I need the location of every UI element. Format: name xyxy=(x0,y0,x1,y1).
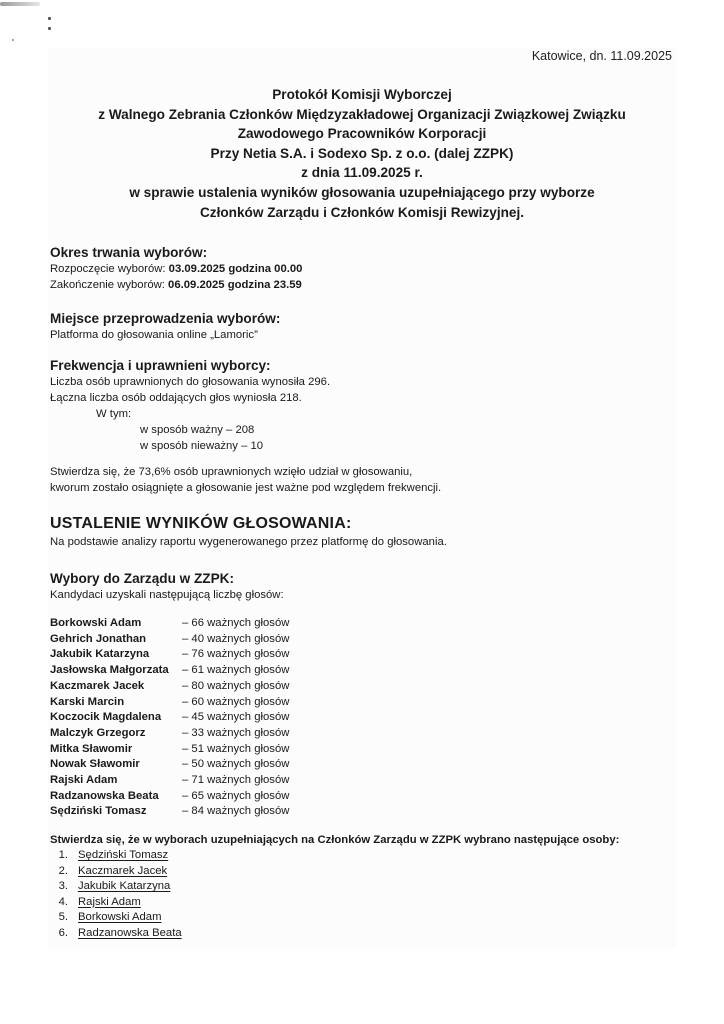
candidate-name: Gehrich Jonathan xyxy=(50,632,147,645)
period-section xyxy=(50,244,670,293)
candidate-row xyxy=(50,616,670,632)
document-title xyxy=(40,85,684,222)
candidate-row xyxy=(50,726,670,742)
title-line: w sprawie ustalenia wyników głosowania uzupełniającego przy wyborze xyxy=(129,184,595,200)
elected-section xyxy=(50,832,670,941)
title-line: Członków Zarządu i Członków Komisji Rewizyjnej. xyxy=(199,204,525,220)
including-label: W tym: xyxy=(96,408,132,420)
elected-name: Jakubik Katarzyna xyxy=(78,880,171,892)
candidate-votes: – 80 ważnych głosów xyxy=(182,679,290,692)
candidate-name: Malczyk Grzegorz xyxy=(50,726,146,739)
scan-artifact xyxy=(12,39,14,41)
candidate-votes: – 61 ważnych głosów xyxy=(182,664,290,677)
candidate-name: Jasłowska Małgorzata xyxy=(50,664,169,677)
candidate-row xyxy=(50,789,670,805)
scan-artifact xyxy=(48,17,51,20)
candidate-name: Karski Marcin xyxy=(50,695,125,708)
elected-item xyxy=(50,864,670,880)
period-start xyxy=(50,261,670,277)
place-heading: Miejsce przeprowadzenia wyborów: xyxy=(50,311,281,326)
candidate-row xyxy=(50,804,670,820)
eligible-count: Liczba osób uprawnionych do głosowania wynosiła 296. xyxy=(50,376,331,388)
candidate-name: Jakubik Katarzyna xyxy=(50,648,150,661)
period-heading: Okres trwania wyborów: xyxy=(50,245,208,260)
results-heading: USTALENIE WYNIKÓW GŁOSOWANIA: xyxy=(50,515,352,532)
elected-name: Borkowski Adam xyxy=(78,911,162,923)
title-line: Zawodowego Pracowników Korporacji xyxy=(237,126,487,142)
candidate-name: Borkowski Adam xyxy=(50,617,142,629)
elected-heading: Stwierdza się, że w wyborach uzupełniających na Członków Zarządu w ZZPK wybrano następujące osoby: xyxy=(50,834,620,846)
candidate-row xyxy=(50,632,670,648)
candidate-row xyxy=(50,663,670,679)
place-date: Katowice, dn. 11.09.2025 xyxy=(531,49,672,63)
candidate-votes: – 71 ważnych głosów xyxy=(182,774,290,787)
turnout-statement-1: Stwierdza się, że 73,6% osób uprawnionych wzięło udział w głosowaniu, xyxy=(50,466,413,478)
elected-item xyxy=(50,926,670,942)
period-start-value: 03.09.2025 godzina 00.00 xyxy=(168,263,303,275)
candidate-row xyxy=(50,710,670,726)
board-section xyxy=(50,570,670,820)
title-line: Przy Netia S.A. i Sodexo Sp. z o.o. (dalej ZZPK) xyxy=(210,145,514,161)
voted-count: Łączna liczba osób oddających głos wyniosła 218. xyxy=(50,392,302,404)
candidate-row xyxy=(50,757,670,773)
candidate-votes: – 40 ważnych głosów xyxy=(182,632,290,645)
candidate-name: Radzanowska Beata xyxy=(50,789,159,802)
scan-artifact xyxy=(48,27,51,30)
period-start-label: Rozpoczęcie wyborów: xyxy=(50,263,169,275)
elected-name: Sędziński Tomasz xyxy=(78,849,169,861)
candidate-votes: – 76 ważnych głosów xyxy=(182,648,290,661)
elected-number: 2. xyxy=(58,864,68,877)
candidate-votes: – 65 ważnych głosów xyxy=(182,789,290,802)
board-intro: Kandydaci uzyskali następującą liczbę głosów: xyxy=(50,589,284,601)
candidate-name: Kaczmarek Jacek xyxy=(50,679,145,692)
turnout-statement-2: kworum zostało osiągnięte a głosowanie jest ważne pod względem frekwencji. xyxy=(50,482,442,494)
candidate-votes: – 66 ważnych głosów xyxy=(182,617,290,629)
elected-number: 4. xyxy=(58,895,68,908)
scan-artifact xyxy=(0,2,40,6)
candidate-votes: – 84 ważnych głosów xyxy=(182,805,290,818)
candidate-list xyxy=(50,616,670,820)
candidate-votes: – 45 ważnych głosów xyxy=(182,711,290,724)
turnout-section xyxy=(50,357,670,496)
candidate-votes: – 33 ważnych głosów xyxy=(182,726,290,739)
invalid-votes: w sposób nieważny – 10 xyxy=(140,440,264,452)
elected-item xyxy=(50,895,670,911)
results-section xyxy=(50,514,670,550)
elected-number: 1. xyxy=(58,849,68,861)
candidate-votes: – 50 ważnych głosów xyxy=(182,758,290,771)
candidate-name: Nowak Sławomir xyxy=(50,758,140,771)
results-basis: Na podstawie analizy raportu wygenerowanego przez platformę do głosowania. xyxy=(50,536,447,548)
elected-number: 6. xyxy=(58,926,68,939)
candidate-name: Sędziński Tomasz xyxy=(50,805,147,818)
elected-name: Radzanowska Beata xyxy=(78,926,182,939)
elected-number: 3. xyxy=(58,880,68,892)
candidate-row xyxy=(50,647,670,663)
candidate-row xyxy=(50,773,670,789)
board-heading: Wybory do Zarządu w ZZPK: xyxy=(50,571,235,586)
period-end-label: Zakończenie wyborów: xyxy=(50,279,169,291)
title-line: Protokół Komisji Wyborczej xyxy=(272,87,452,102)
period-end xyxy=(50,277,670,293)
title-line: z Walnego Zebrania Członków Międzyzakładowej Organizacji Związkowej Związku xyxy=(98,106,626,122)
elected-item xyxy=(50,879,670,895)
elected-name: Kaczmarek Jacek xyxy=(78,864,168,877)
candidate-row xyxy=(50,742,670,758)
elected-list xyxy=(50,848,670,941)
candidate-votes: – 60 ważnych głosów xyxy=(182,695,290,708)
candidate-name: Mitka Sławomir xyxy=(50,742,133,755)
title-line: z dnia 11.09.2025 r. xyxy=(301,165,423,181)
period-end-value: 06.09.2025 godzina 23.59 xyxy=(168,279,302,291)
candidate-name: Rajski Adam xyxy=(50,774,118,787)
elected-item xyxy=(50,910,670,926)
place-section xyxy=(50,310,670,343)
elected-number: 5. xyxy=(58,911,68,923)
candidate-name: Koczocik Magdalena xyxy=(50,711,162,724)
candidate-votes: – 51 ważnych głosów xyxy=(182,742,290,755)
valid-votes: w sposób ważny – 208 xyxy=(140,424,255,436)
elected-item xyxy=(50,848,670,864)
turnout-heading: Frekwencja i uprawnieni wyborcy: xyxy=(50,358,271,373)
candidate-row xyxy=(50,695,670,711)
elected-name: Rajski Adam xyxy=(78,895,141,908)
place-text: Platforma do głosowania online „Lamoric” xyxy=(50,329,258,341)
candidate-row xyxy=(50,679,670,695)
